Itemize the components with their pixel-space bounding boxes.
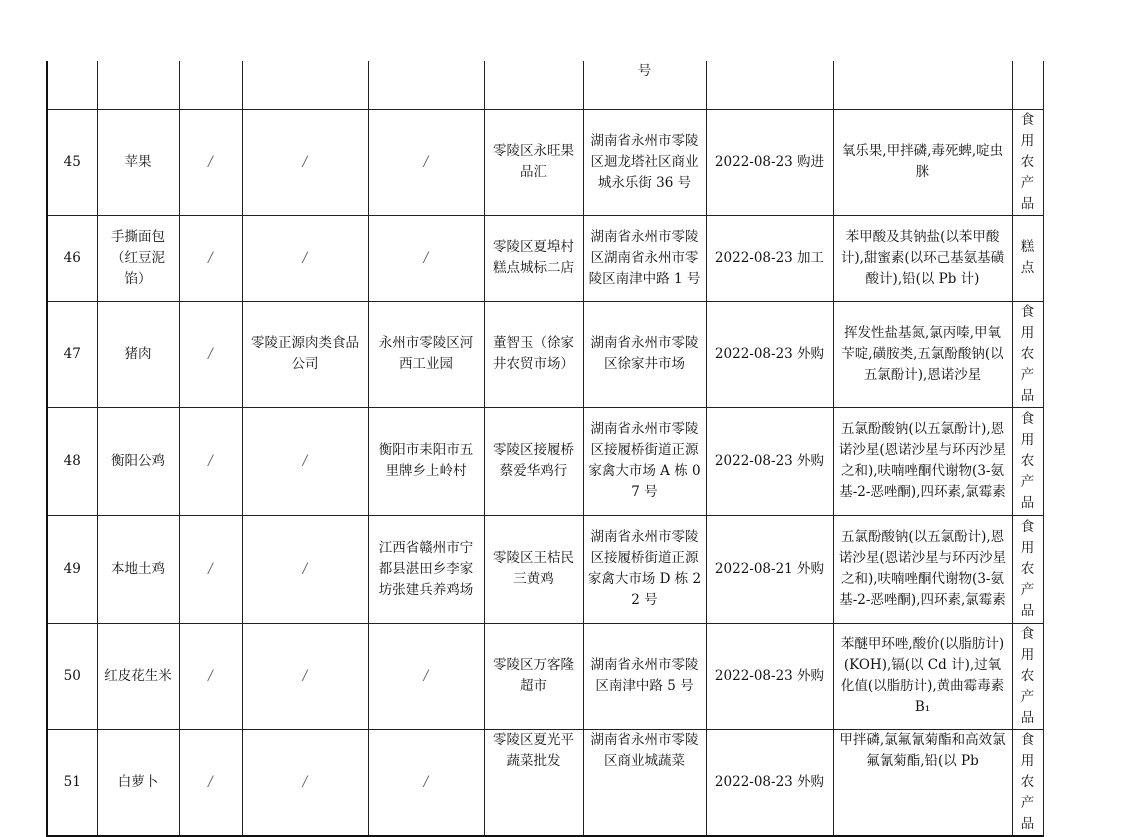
cell-category <box>1012 61 1043 109</box>
cell-seller: 零陵区万客隆超市 <box>484 623 583 729</box>
cell-seller-addr: 湖南省永州市零陵区接履桥街道正源家禽大市场 A 栋 07 号 <box>583 407 706 515</box>
cell-producer: / <box>242 623 368 729</box>
cell-date: 2022-08-21 外购 <box>706 515 833 623</box>
cell-producer-addr: / <box>368 109 484 215</box>
cell-date: 2022-08-23 加工 <box>706 215 833 301</box>
cell-category: 食用农产品 <box>1012 623 1043 729</box>
cell-no: 48 <box>47 407 97 515</box>
cell-items: 五氯酚酸钠(以五氯酚计),恩诺沙星(恩诺沙星与环丙沙星之和),呋喃唑酮代谢物(3-氨基-2-恶唑酮),四环素,氯霉素 <box>833 515 1012 623</box>
cell-producer: / <box>242 515 368 623</box>
table-row <box>47 61 1043 109</box>
cell-seller: 董智玉（徐家井农贸市场） <box>484 301 583 407</box>
cell-items: 五氯酚酸钠(以五氯酚计),恩诺沙星(恩诺沙星与环丙沙星之和),呋喃唑酮代谢物(3-氨基-2-恶唑酮),四环素,氯霉素 <box>833 407 1012 515</box>
cell-seller: 零陵区王桔民三黄鸡 <box>484 515 583 623</box>
cell-category: 食用农产品 <box>1012 407 1043 515</box>
table-row: 45 苹果 / / / 零陵区永旺果品汇 湖南省永州市零陵区迴龙塔社区商业城永乐街 36 号 2022-08-23 购进 氧乐果,甲拌磷,毒死蜱,啶虫脒 食用农产品 <box>47 109 1043 215</box>
cell-date <box>706 61 833 109</box>
inspection-table <box>46 61 1044 837</box>
cell-name: 衡阳公鸡 <box>97 407 179 515</box>
table-row: 47 猪肉 / 零陵正源肉类食品公司 永州市零陵区河西工业园 董智玉（徐家井农贸市场） 湖南省永州市零陵区徐家井市场 2022-08-23 外购 挥发性盐基氮,氯丙嗪,甲氧苄啶,磺胺类,五氯酚酸钠(以五氯酚计),恩诺沙星 食用农产品 <box>47 301 1043 407</box>
cell-category: 食用农产品 <box>1012 515 1043 623</box>
cell-producer: / <box>242 109 368 215</box>
cell-name: 手撕面包（红豆泥馅） <box>97 215 179 301</box>
cell-date: 2022-08-23 购进 <box>706 109 833 215</box>
cell-seller-addr: 号 <box>583 61 706 109</box>
cell-name: 苹果 <box>97 109 179 215</box>
cell-producer: / <box>242 407 368 515</box>
cell-name: 红皮花生米 <box>97 623 179 729</box>
cell-date: 2022-08-23 外购 <box>706 301 833 407</box>
cell-items: 挥发性盐基氮,氯丙嗪,甲氧苄啶,磺胺类,五氯酚酸钠(以五氯酚计),恩诺沙星 <box>833 301 1012 407</box>
cell-producer: 零陵正源肉类食品公司 <box>242 301 368 407</box>
cell-items: 甲拌磷,氯氟氰菊酯和高效氯氟氰菊酯,铅(以 Pb <box>833 729 1012 836</box>
cell-name <box>97 61 179 109</box>
cell-producer <box>242 61 368 109</box>
cell-seller-addr: 湖南省永州市零陵区接履桥街道正源家禽大市场 D 栋 22 号 <box>583 515 706 623</box>
cell-producer-addr: / <box>368 623 484 729</box>
cell-no: 46 <box>47 215 97 301</box>
cell-producer-addr: 衡阳市耒阳市五里牌乡上岭村 <box>368 407 484 515</box>
cell-producer-addr: 永州市零陵区河西工业园 <box>368 301 484 407</box>
cell-no: 51 <box>47 729 97 836</box>
cell-date: 2022-08-23 外购 <box>706 623 833 729</box>
cell-producer: / <box>242 729 368 836</box>
cell-seller: 零陵区接履桥蔡爱华鸡行 <box>484 407 583 515</box>
cell-producer-addr: / <box>368 215 484 301</box>
cell-seller: 零陵区夏埠村糕点城标二店 <box>484 215 583 301</box>
cell-producer-addr <box>368 61 484 109</box>
table-row: 49 本地土鸡 / / 江西省赣州市宁都县湛田乡李家坊张建兵养鸡场 零陵区王桔民三黄鸡 湖南省永州市零陵区接履桥街道正源家禽大市场 D 栋 22 号 2022-08-21 外购 五氯酚酸钠(以五氯酚计),恩诺沙星(恩诺沙星与环丙沙星之和),呋喃唑酮代谢物(3-氨基-2-恶唑酮),四环素,氯霉素 食用农产品 <box>47 515 1043 623</box>
cell-name: 白萝卜 <box>97 729 179 836</box>
cell-producer: / <box>242 215 368 301</box>
cell-category: 食用农产品 <box>1012 301 1043 407</box>
cell-producer-addr: / <box>368 729 484 836</box>
cell-no: 50 <box>47 623 97 729</box>
table-row: 50 红皮花生米 / / / 零陵区万客隆超市 湖南省永州市零陵区南津中路 5 号 2022-08-23 外购 苯醚甲环唑,酸价(以脂肪计)(KOH),镉(以 Cd 计),过氧化值(以脂肪计),黄曲霉毒素 B₁ 食用农产品 <box>47 623 1043 729</box>
cell-category: 糕点 <box>1012 215 1043 301</box>
cell-category: 食用农产品 <box>1012 729 1043 836</box>
cell-items <box>833 61 1012 109</box>
cell-seller-addr: 湖南省永州市零陵区徐家井市场 <box>583 301 706 407</box>
cell-producer-addr: 江西省赣州市宁都县湛田乡李家坊张建兵养鸡场 <box>368 515 484 623</box>
cell-no: 45 <box>47 109 97 215</box>
cell-name: 猪肉 <box>97 301 179 407</box>
cell-items: 苯甲酸及其钠盐(以苯甲酸计),甜蜜素(以环己基氨基磺酸计),铅(以 Pb 计) <box>833 215 1012 301</box>
cell-date: 2022-08-23 外购 <box>706 407 833 515</box>
cell-seller-addr: 湖南省永州市零陵区湖南省永州市零陵区南津中路 1 号 <box>583 215 706 301</box>
cell-seller-addr: 湖南省永州市零陵区南津中路 5 号 <box>583 623 706 729</box>
cell-items: 苯醚甲环唑,酸价(以脂肪计)(KOH),镉(以 Cd 计),过氧化值(以脂肪计),黄曲霉毒素 B₁ <box>833 623 1012 729</box>
cell-seller <box>484 61 583 109</box>
cell-date: 2022-08-23 外购 <box>706 729 833 836</box>
cell-seller-addr: 湖南省永州市零陵区迴龙塔社区商业城永乐街 36 号 <box>583 109 706 215</box>
table-row: 46 手撕面包（红豆泥馅） / / / 零陵区夏埠村糕点城标二店 湖南省永州市零陵区湖南省永州市零陵区南津中路 1 号 2022-08-23 加工 苯甲酸及其钠盐(以苯甲酸计),甜蜜素(以环己基氨基磺酸计),铅(以 Pb 计) 糕点 <box>47 215 1043 301</box>
table-row: 51 白萝卜 / / / 零陵区夏光平蔬菜批发 湖南省永州市零陵区商业城蔬菜 2022-08-23 外购 甲拌磷,氯氟氰菊酯和高效氯氟氰菊酯,铅(以 Pb 食用农产品 <box>47 729 1043 836</box>
cell-seller: 零陵区永旺果品汇 <box>484 109 583 215</box>
cell-no: 49 <box>47 515 97 623</box>
cell-seller-addr: 湖南省永州市零陵区商业城蔬菜 <box>583 729 706 836</box>
cell-items: 氧乐果,甲拌磷,毒死蜱,啶虫脒 <box>833 109 1012 215</box>
cell-category: 食用农产品 <box>1012 109 1043 215</box>
cell-no: 47 <box>47 301 97 407</box>
cell-no <box>47 61 97 109</box>
cell-seller: 零陵区夏光平蔬菜批发 <box>484 729 583 836</box>
table-row: 48 衡阳公鸡 / / 衡阳市耒阳市五里牌乡上岭村 零陵区接履桥蔡爱华鸡行 湖南省永州市零陵区接履桥街道正源家禽大市场 A 栋 07 号 2022-08-23 外购 五氯酚酸钠(以五氯酚计),恩诺沙星(恩诺沙星与环丙沙星之和),呋喃唑酮代谢物(3-氨基-2-恶唑酮),四环素,氯霉素 食用农产品 <box>47 407 1043 515</box>
cell-name: 本地土鸡 <box>97 515 179 623</box>
